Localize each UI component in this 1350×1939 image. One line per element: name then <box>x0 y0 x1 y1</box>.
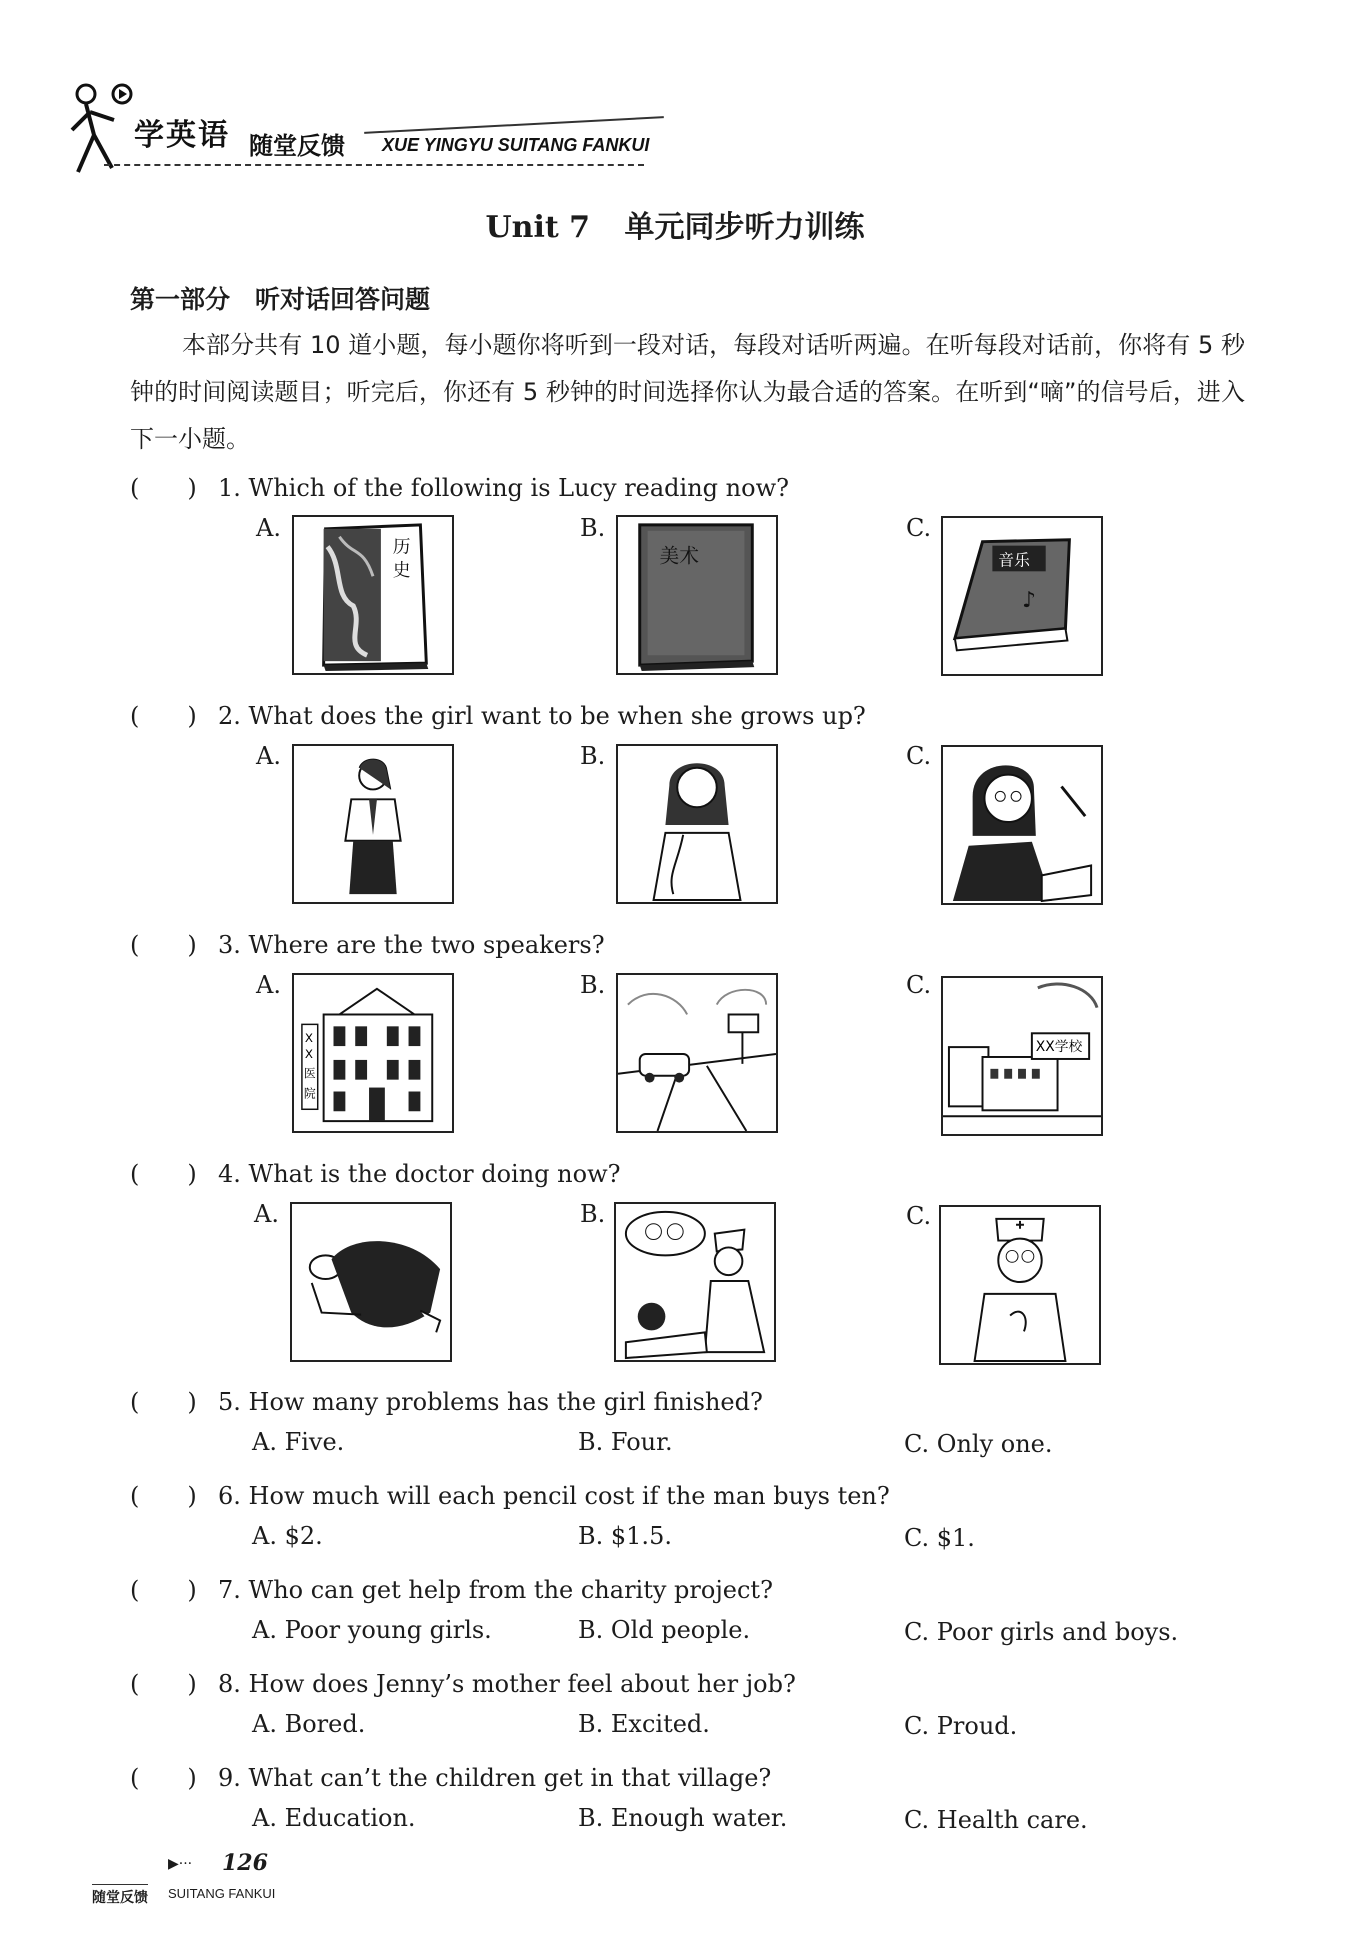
option-b[interactable]: B. Enough water. <box>578 1804 788 1832</box>
answer-blank[interactable]: ( ) <box>130 1670 197 1698</box>
option-b[interactable]: B. <box>580 971 606 999</box>
option-b[interactable]: B. <box>580 1200 606 1228</box>
answer-blank[interactable]: ( ) <box>130 1576 197 1604</box>
option-a[interactable]: A. Poor young girls. <box>252 1616 492 1644</box>
option-b[interactable]: B. Four. <box>578 1428 673 1456</box>
unit-title <box>0 202 1350 246</box>
option-a[interactable]: A. <box>254 1200 279 1228</box>
option-c[interactable]: C. Health care. <box>904 1806 1088 1834</box>
question-6 <box>130 1476 890 1511</box>
answer-blank[interactable]: ( ) <box>130 931 197 959</box>
option-c[interactable]: C. Proud. <box>904 1712 1018 1740</box>
sleeping-doctor-icon <box>292 1204 450 1360</box>
svg-text:音乐: 音乐 <box>998 550 1030 570</box>
question-text: 4. What is the doctor doing now? <box>218 1160 621 1188</box>
question-4 <box>130 1154 621 1189</box>
header-pinyin: XUE YINGYU SUITANG FANKUI <box>382 135 650 155</box>
question-text: 2. What does the girl want to be when she grows up? <box>218 702 866 730</box>
road-car-icon <box>618 975 776 1131</box>
answer-blank[interactable]: ( ) <box>130 474 197 502</box>
teacher-woman-icon <box>943 747 1101 903</box>
page-number: 126 <box>222 1850 268 1876</box>
question-text: 9. What can’t the children get in that village? <box>218 1764 772 1792</box>
option-a[interactable]: A. <box>256 514 281 542</box>
music-book-picture[interactable] <box>941 516 1103 676</box>
option-a[interactable]: A. <box>256 971 281 999</box>
option-c[interactable]: C. <box>906 514 932 542</box>
svg-text:X: X <box>304 1031 313 1046</box>
operating-doctor-picture[interactable] <box>614 1202 776 1362</box>
standing-doctor-picture[interactable] <box>939 1205 1101 1365</box>
answer-blank[interactable]: ( ) <box>130 1388 197 1416</box>
teacher-woman-picture[interactable] <box>941 745 1103 905</box>
book-header <box>64 80 664 180</box>
header-subtitle: 随堂反馈 <box>249 132 345 160</box>
option-a[interactable]: A. Bored. <box>252 1710 366 1738</box>
svg-text:X: X <box>304 1046 313 1061</box>
road-picture[interactable] <box>616 973 778 1133</box>
history-book-picture[interactable] <box>292 515 454 675</box>
svg-text:医: 医 <box>303 1066 316 1081</box>
operating-doctor-icon <box>616 1204 774 1360</box>
answer-blank[interactable]: ( ) <box>130 1160 197 1188</box>
school-picture[interactable] <box>941 976 1103 1136</box>
question-1 <box>130 468 789 503</box>
question-2 <box>130 696 866 731</box>
question-5 <box>130 1382 763 1417</box>
question-9 <box>130 1758 771 1793</box>
hospital-picture[interactable] <box>292 973 454 1133</box>
arrow-icon: ▶··· <box>168 1856 193 1872</box>
option-a[interactable]: A. $2. <box>252 1522 323 1550</box>
option-c[interactable]: C. Only one. <box>904 1430 1053 1458</box>
question-text: 5. How many problems has the girl finished? <box>218 1388 763 1416</box>
doctor-woman-icon <box>618 746 776 902</box>
option-c[interactable]: C. Poor girls and boys. <box>904 1618 1179 1646</box>
page-footer <box>92 1850 312 1910</box>
answer-blank[interactable]: ( ) <box>130 702 197 730</box>
hospital-building-icon <box>294 975 452 1131</box>
school-building-icon <box>943 978 1101 1134</box>
art-book-picture[interactable] <box>616 515 778 675</box>
option-c[interactable]: C. <box>906 971 932 999</box>
doctor-woman-picture[interactable] <box>616 744 778 904</box>
option-a[interactable]: A. Five. <box>252 1428 345 1456</box>
question-text: 8. How does Jenny’s mother feel about her job? <box>218 1670 796 1698</box>
option-a[interactable]: A. <box>256 742 281 770</box>
svg-text:XX学校: XX学校 <box>1035 1039 1083 1056</box>
question-text: 3. Where are the two speakers? <box>218 931 605 959</box>
question-text: 7. Who can get help from the charity project? <box>218 1576 773 1604</box>
answer-blank[interactable]: ( ) <box>130 1482 197 1510</box>
svg-text:美术: 美术 <box>659 544 699 568</box>
option-c[interactable]: C. <box>906 742 932 770</box>
music-book-icon <box>943 518 1101 674</box>
standing-doctor-icon <box>941 1207 1099 1363</box>
policewoman-icon <box>294 746 452 902</box>
question-8 <box>130 1664 796 1699</box>
svg-text:院: 院 <box>303 1086 316 1101</box>
option-b[interactable]: B. $1.5. <box>578 1522 672 1550</box>
svg-text:史: 史 <box>392 561 411 582</box>
option-b[interactable]: B. <box>580 742 606 770</box>
question-text: 6. How much will each pencil cost if the man buys ten? <box>218 1482 890 1510</box>
svg-text:♪: ♪ <box>1022 587 1036 613</box>
sleeping-doctor-picture[interactable] <box>290 1202 452 1362</box>
header-divider <box>104 164 644 166</box>
section-instructions: 本部分共有 10 道小题，每小题你将听到一段对话，每段对话听两遍。在听每段对话前，你将有 5 秒钟的时间阅读题目；听完后，你还有 5 秒钟的时间选择你认为最合适的答案。在听到“嘀”的信号后，进入下一小题。 <box>130 331 1245 453</box>
header-title: 学英语 <box>134 118 230 153</box>
unit-heading: 单元同步听力训练 <box>624 210 865 245</box>
question-3 <box>130 925 605 960</box>
option-c[interactable]: C. $1. <box>904 1524 975 1552</box>
footer-series-pinyin: SUITANG FANKUI <box>168 1886 276 1901</box>
section-title: 第一部分 听对话回答问题 <box>130 285 431 314</box>
question-7 <box>130 1570 773 1605</box>
svg-text:历: 历 <box>392 537 411 558</box>
option-b[interactable]: B. Excited. <box>578 1710 710 1738</box>
answer-blank[interactable]: ( ) <box>130 1764 197 1792</box>
header-swoosh <box>364 116 664 134</box>
option-b[interactable]: B. <box>580 514 606 542</box>
option-c[interactable]: C. <box>906 1202 932 1230</box>
history-book-icon <box>294 517 452 673</box>
question-text: 1. Which of the following is Lucy reading now? <box>218 474 789 502</box>
policewoman-picture[interactable] <box>292 744 454 904</box>
option-b[interactable]: B. Old people. <box>578 1616 751 1644</box>
footer-series-name: 随堂反馈 <box>92 1884 148 1907</box>
option-a[interactable]: A. Education. <box>252 1804 416 1832</box>
unit-label: Unit 7 <box>485 210 591 245</box>
art-book-icon <box>618 517 776 673</box>
